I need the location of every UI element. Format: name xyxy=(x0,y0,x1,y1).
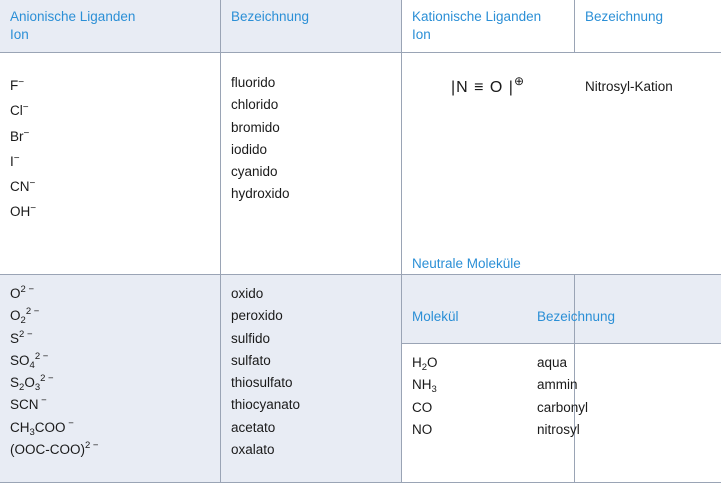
list-item: thiosulfato xyxy=(231,375,293,391)
list-item: $O_2^{2 -}$ xyxy=(10,306,40,327)
list-item: bromido xyxy=(231,119,280,135)
nitrosyl-charge: ⊕ xyxy=(513,74,526,88)
list-item: acetato xyxy=(231,419,276,435)
list-item: carbonyl xyxy=(537,399,589,415)
list-item: cyanido xyxy=(231,164,278,180)
list-item: $O^{2 -}$ xyxy=(10,284,34,301)
cationic-name-header xyxy=(575,0,721,26)
list-item: CN− xyxy=(10,178,36,195)
molecule-names xyxy=(537,352,721,441)
list-item: $NH_3$ xyxy=(412,377,437,396)
list-item: ammin xyxy=(537,377,578,393)
cationic-header-sub: Ion xyxy=(412,27,431,42)
anionic-group1-names xyxy=(231,72,401,206)
list-item: CO xyxy=(412,399,433,415)
list-item: thiocyanato xyxy=(231,397,301,413)
list-item: Br− xyxy=(10,127,30,144)
column-divider-1 xyxy=(220,0,221,483)
list-item: oxido xyxy=(231,286,264,301)
list-item: Cl− xyxy=(10,102,29,119)
anionic-header xyxy=(0,0,220,44)
list-item: peroxido xyxy=(231,308,283,324)
list-item: SCN − xyxy=(10,395,47,413)
cationic-name-header-label: Bezeichnung xyxy=(585,9,664,24)
anionic-group2-ions xyxy=(10,283,220,461)
list-item: $S_2O_3^{2 -}$ xyxy=(10,373,54,394)
nitrosyl-cation-formula xyxy=(402,74,574,97)
cationic-header xyxy=(402,0,574,44)
list-item: I− xyxy=(10,152,20,169)
neutral-section-rule xyxy=(402,274,721,275)
list-item: nitrosyl xyxy=(537,421,580,437)
anionic-group2-names xyxy=(231,283,401,461)
list-item: $(OOC-COO)^{2 -}$ xyxy=(10,440,99,458)
anionic-group-rule xyxy=(0,274,401,275)
list-item: chlorido xyxy=(231,97,279,113)
anionic-group1-ions xyxy=(10,72,220,224)
list-item: OH− xyxy=(10,203,37,220)
list-item: NO xyxy=(412,421,433,437)
column-divider-2 xyxy=(401,0,402,483)
anionic-name-header-label: Bezeichnung xyxy=(231,9,310,24)
list-item: $H_2O$ xyxy=(412,355,438,373)
list-item: hydroxido xyxy=(231,186,290,202)
list-item: fluorido xyxy=(231,75,276,90)
list-item: sulfato xyxy=(231,352,271,368)
list-item: oxalato xyxy=(231,442,275,458)
molecule-name-column-header: Bezeichnung xyxy=(537,309,616,324)
anionic-header-sub: Ion xyxy=(10,27,29,42)
molecule-header-rule xyxy=(402,343,721,344)
cationic-header-title: Kationische Liganden xyxy=(412,9,542,24)
list-item: iodido xyxy=(231,141,268,157)
list-item: $S^{2 -}$ xyxy=(10,328,33,346)
list-item: sulfido xyxy=(231,330,271,346)
neutral-molecules-title: Neutrale Moleküle xyxy=(412,256,521,271)
anionic-header-title: Anionische Liganden xyxy=(10,9,136,24)
molecule-column-header: Molekül xyxy=(412,309,459,324)
list-item: $CH_3COO$ − xyxy=(10,417,74,438)
list-item: F− xyxy=(10,77,25,93)
list-item: $SO_4^{2 -}$ xyxy=(10,350,49,371)
anionic-name-header xyxy=(221,0,401,26)
header-rule xyxy=(0,52,721,53)
nitrosyl-cation-name: Nitrosyl-Kation xyxy=(585,79,673,94)
nitrosyl-formula-text: |N ≡ O | xyxy=(450,79,514,96)
list-item: aqua xyxy=(537,355,568,370)
